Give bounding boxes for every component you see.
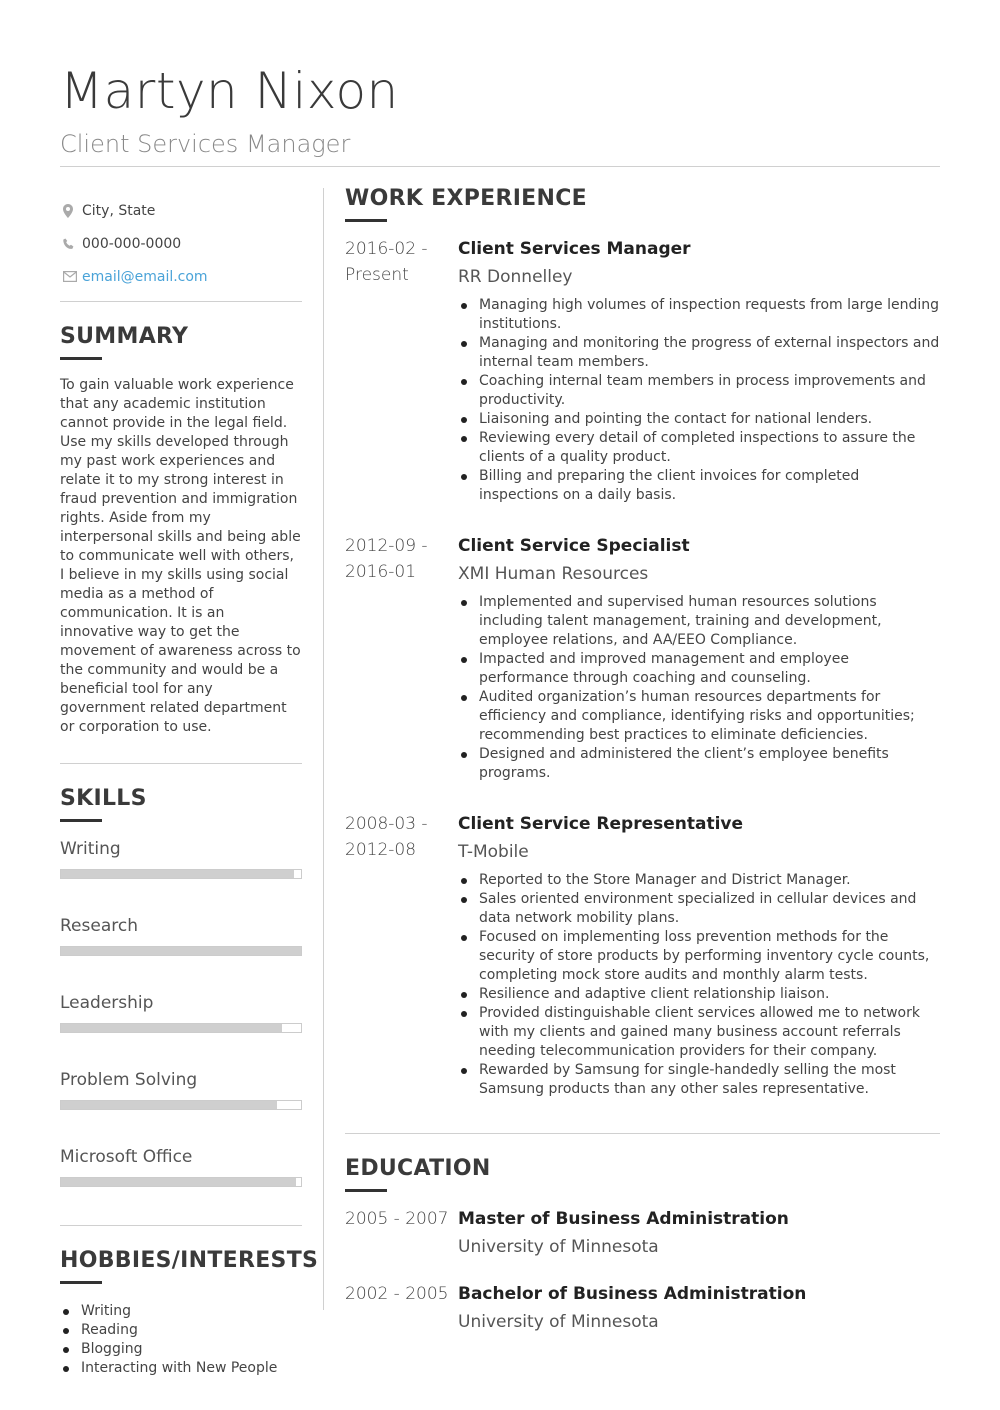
heading-underline [60,819,102,822]
skill-name: Writing [60,839,121,859]
job-bullet: Designed and administered the client’s employee benefits programs. [458,745,940,783]
experience-section [345,186,940,1099]
skill-bar [60,946,302,956]
hobbies-section [60,1248,319,1378]
job-bullet: Focused on implementing loss prevention methods for the security of store products by performing inventory cycle counts, completing mock store audits and monthly alarm tests. [458,928,940,985]
heading-underline [60,357,102,360]
job-date-start: 2008-03 - [345,814,428,834]
job-bullets [458,593,940,783]
skill-item [60,992,302,1033]
summary-heading: SUMMARY [60,324,189,349]
job-dates [345,533,458,783]
job-bullet: Liaisoning and pointing the contact for national lenders. [458,410,940,429]
heading-underline [345,219,387,222]
skill-item [60,1146,302,1187]
job-date-end: 2012-08 [345,840,417,860]
education-details [458,1281,806,1335]
skill-bar-fill [61,1101,277,1109]
summary-text: To gain valuable work experience that any academic institution cannot provide in the legal field. Use my skills developed through my past work experiences and relate it to my strong interest in fraud prevention and immigration rights. Aside from my interpersonal skills and being able to communicate well with others, I believe in my skills using social media as a method of communication. It is an innovative way to get the movement of awareness across to the community and would be a beneficial tool for any government related department or corporation to use. [60,377,301,735]
location-pin-icon [60,204,82,218]
job-details [458,811,940,1099]
column-divider [323,188,324,1310]
contact-location [60,194,302,227]
job-bullets [458,296,940,505]
job-date-start: 2012-09 - [345,536,428,556]
education-details [458,1206,789,1260]
hobbies-heading: HOBBIES/INTERESTS [60,1248,319,1273]
job-entry [345,236,940,505]
skill-bar-fill [61,1178,296,1186]
skill-bar [60,869,302,879]
skills-heading: SKILLS [60,786,147,811]
left-divider [60,301,302,302]
skill-bar-fill [61,870,294,878]
header-divider [60,166,940,167]
skills-section [60,786,302,1187]
job-company: RR Donnelley [458,267,573,287]
candidate-title: Client Services Manager [60,130,351,158]
job-bullet: Reviewing every detail of completed inspections to assure the clients of a quality product. [458,429,940,467]
education-dates: 2005 - 2007 [345,1209,449,1229]
contact-block [60,194,302,293]
phone-text: 000-000-0000 [82,235,182,252]
job-bullet: Rewarded by Samsung for single-handedly selling the most Samsung products than any other sales representative. [458,1061,940,1099]
job-bullet: Implemented and supervised human resources solutions including talent management, training and development, employee relations, and AA/EEO Compliance. [458,593,940,650]
job-bullet: Reported to the Store Manager and District Manager. [458,871,940,890]
experience-heading: WORK EXPERIENCE [345,186,587,211]
job-details [458,533,940,783]
hobby-item: Reading [60,1321,302,1340]
skill-bar [60,1100,302,1110]
job-bullets [458,871,940,1099]
skill-bar-fill [61,1024,282,1032]
job-date-start: 2016-02 - [345,239,428,259]
skills-list [60,838,302,1187]
education-school: University of Minnesota [458,1312,659,1332]
job-date-end: Present [345,265,409,285]
education-degree: Master of Business Administration [458,1209,789,1229]
job-entry [345,811,940,1099]
job-bullet: Impacted and improved management and employee performance through coaching and counseling. [458,650,940,688]
hobbies-list [60,1302,302,1378]
job-dates [345,236,458,505]
email-link[interactable]: email@email.com [82,268,208,285]
job-details [458,236,940,505]
right-column [345,186,940,1335]
job-title: Client Service Representative [458,814,744,834]
hobby-item: Interacting with New People [60,1359,302,1378]
job-bullet: Resilience and adaptive client relationship liaison. [458,985,940,1004]
left-column [60,194,319,1378]
job-bullet: Sales oriented environment specialized in cellular devices and data network mobility plans. [458,890,940,928]
phone-icon [60,238,82,250]
job-date-end: 2016-01 [345,562,417,582]
skill-bar [60,1023,302,1033]
skill-name: Leadership [60,993,154,1013]
job-company: XMI Human Resources [458,564,649,584]
job-bullet: Billing and preparing the client invoices for completed inspections on a daily basis. [458,467,940,505]
heading-underline [60,1281,102,1284]
education-degree: Bachelor of Business Administration [458,1284,807,1304]
skill-item [60,838,302,879]
hobby-item: Blogging [60,1340,302,1359]
education-heading: EDUCATION [345,1156,491,1181]
job-bullet: Managing and monitoring the progress of external inspectors and internal team members. [458,334,940,372]
job-title: Client Services Manager [458,239,691,259]
left-divider [60,763,302,764]
education-entry [345,1206,940,1260]
contact-phone [60,227,302,260]
job-title: Client Service Specialist [458,536,690,556]
right-divider [345,1133,940,1134]
candidate-name: Martyn Nixon [60,62,399,120]
left-divider [60,1225,302,1226]
job-dates [345,811,458,1099]
summary-section [60,324,302,737]
skill-name: Research [60,916,138,936]
job-bullet: Audited organization’s human resources departments for efficiency and compliance, identifying risks and opportunities; recommending best practices to eliminate deficiencies. [458,688,940,745]
skill-name: Problem Solving [60,1070,198,1090]
job-bullet: Managing high volumes of inspection requests from large lending institutions. [458,296,940,334]
job-bullet: Provided distinguishable client services allowed me to network with my clients and gained many business account referrals needing telecommunication providers for their company. [458,1004,940,1061]
education-section [345,1156,940,1335]
skill-bar-fill [61,947,301,955]
education-school: University of Minnesota [458,1237,659,1257]
job-company: T-Mobile [458,842,529,862]
skill-item [60,915,302,956]
contact-email[interactable] [60,260,302,293]
location-text: City, State [82,202,156,219]
hobby-item: Writing [60,1302,302,1321]
job-bullet: Coaching internal team members in process improvements and productivity. [458,372,940,410]
resume-header [60,58,940,162]
envelope-icon [60,271,82,282]
education-dates: 2002 - 2005 [345,1284,449,1304]
heading-underline [345,1189,387,1192]
skill-bar [60,1177,302,1187]
skill-name: Microsoft Office [60,1147,193,1167]
skill-item [60,1069,302,1110]
education-entry [345,1281,940,1335]
job-entry [345,533,940,783]
